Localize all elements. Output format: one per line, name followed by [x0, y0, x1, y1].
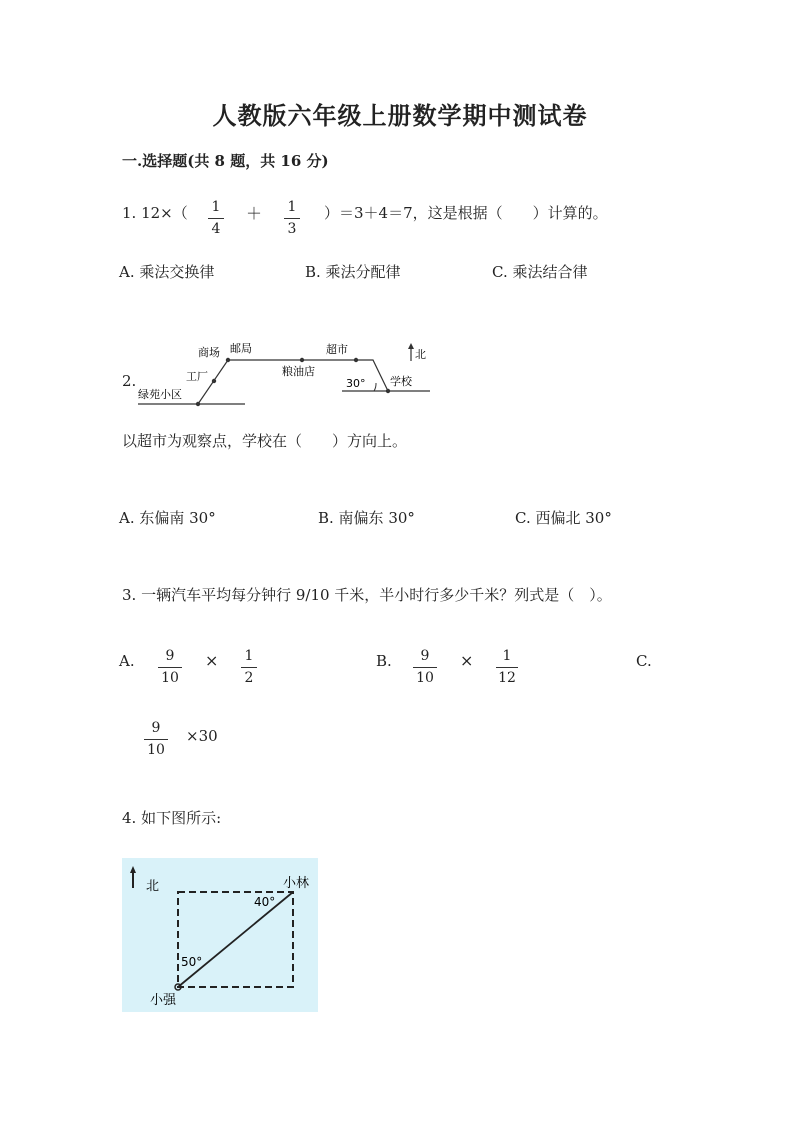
label-grain: 粮油店: [282, 365, 315, 378]
q2-number: 2.: [122, 372, 137, 390]
q3-a-op: ×: [205, 651, 219, 670]
q1-option-c[interactable]: C. 乘法结合律: [492, 263, 588, 281]
q2-text: 以超市为观察点，学校在（ ）方向上。: [122, 432, 408, 450]
q3-b-op: ×: [460, 651, 474, 670]
q1-option-a[interactable]: A. 乘法交换律: [119, 263, 215, 281]
q1-prefix: 1. 12×（: [122, 204, 188, 222]
label-school: 学校: [390, 375, 412, 388]
q3-a-frac2-den: 2: [244, 670, 254, 686]
q3-text: 3. 一辆汽车平均每分钟行 9/10 千米，半小时行多少千米？列式是（ ）。: [122, 586, 612, 604]
q3-b-frac2-den: 12: [498, 670, 516, 686]
q2-option-a[interactable]: A. 东偏南 30°: [119, 509, 216, 527]
q2-option-b[interactable]: B. 南偏东 30°: [318, 509, 415, 527]
q3-a-frac1-num: 9: [165, 648, 175, 664]
q4-label-angle50: 50°: [181, 955, 203, 969]
q3-b-fraction-2: [496, 648, 518, 686]
q1-plus: ＋: [246, 204, 263, 223]
q3-a-fraction-2: [241, 648, 257, 686]
label-angle: 30°: [346, 377, 366, 390]
q4-figure: [122, 858, 318, 1012]
q4-label-north: 北: [146, 879, 160, 894]
label-mall: 商场: [198, 346, 220, 359]
section-heading: 一.选择题(共 8 题，共 16 分): [122, 152, 329, 170]
q3-c-label: C.: [636, 652, 652, 670]
q3-a-frac1-den: 10: [161, 670, 179, 686]
q3-a-frac2-num: 1: [244, 648, 254, 664]
q3-b-frac1-num: 9: [420, 648, 430, 664]
q1-frac1-num: 1: [211, 199, 221, 215]
q4-label-xiaoqiang: 小强: [150, 993, 177, 1008]
q3-c-frac-den: 10: [147, 742, 165, 758]
label-north: 北: [415, 348, 426, 361]
q4-label-angle40: 40°: [254, 895, 276, 909]
q3-b-label: B.: [376, 652, 392, 670]
q4-label-xiaolin: 小林: [283, 876, 310, 891]
q1-suffix: ）＝3＋4＝7，这是根据（ ）计算的。: [324, 204, 608, 222]
q1-option-b[interactable]: B. 乘法分配律: [305, 263, 401, 281]
q2-option-c[interactable]: C. 西偏北 30°: [515, 509, 612, 527]
q2-map-figure: [130, 335, 440, 415]
q1-frac2-den: 3: [287, 221, 297, 237]
label-community: 绿苑小区: [138, 388, 182, 401]
q1-frac1-den: 4: [211, 221, 221, 237]
q3-b-frac1-den: 10: [416, 670, 434, 686]
q3-b-fraction-1: [413, 648, 437, 686]
q3-a-label: A.: [119, 652, 135, 670]
q3-b-frac2-num: 1: [502, 648, 512, 664]
q3-c-fraction: [144, 720, 168, 758]
label-factory: 工厂: [186, 370, 208, 383]
q3-c-tail: ×30: [186, 727, 218, 745]
q3-c-frac-num: 9: [151, 720, 161, 736]
north-arrow-icon: [408, 343, 414, 349]
label-supermarket: 超市: [326, 343, 348, 356]
q1-frac2-num: 1: [287, 199, 297, 215]
q3-a-fraction-1: [158, 648, 182, 686]
q4-text: 4. 如下图所示:: [122, 809, 222, 827]
label-post: 邮局: [230, 342, 252, 355]
page-title: 人教版六年级上册数学期中测试卷: [212, 101, 588, 130]
q1-fraction-1: [208, 199, 224, 237]
q1-fraction-2: [284, 199, 300, 237]
